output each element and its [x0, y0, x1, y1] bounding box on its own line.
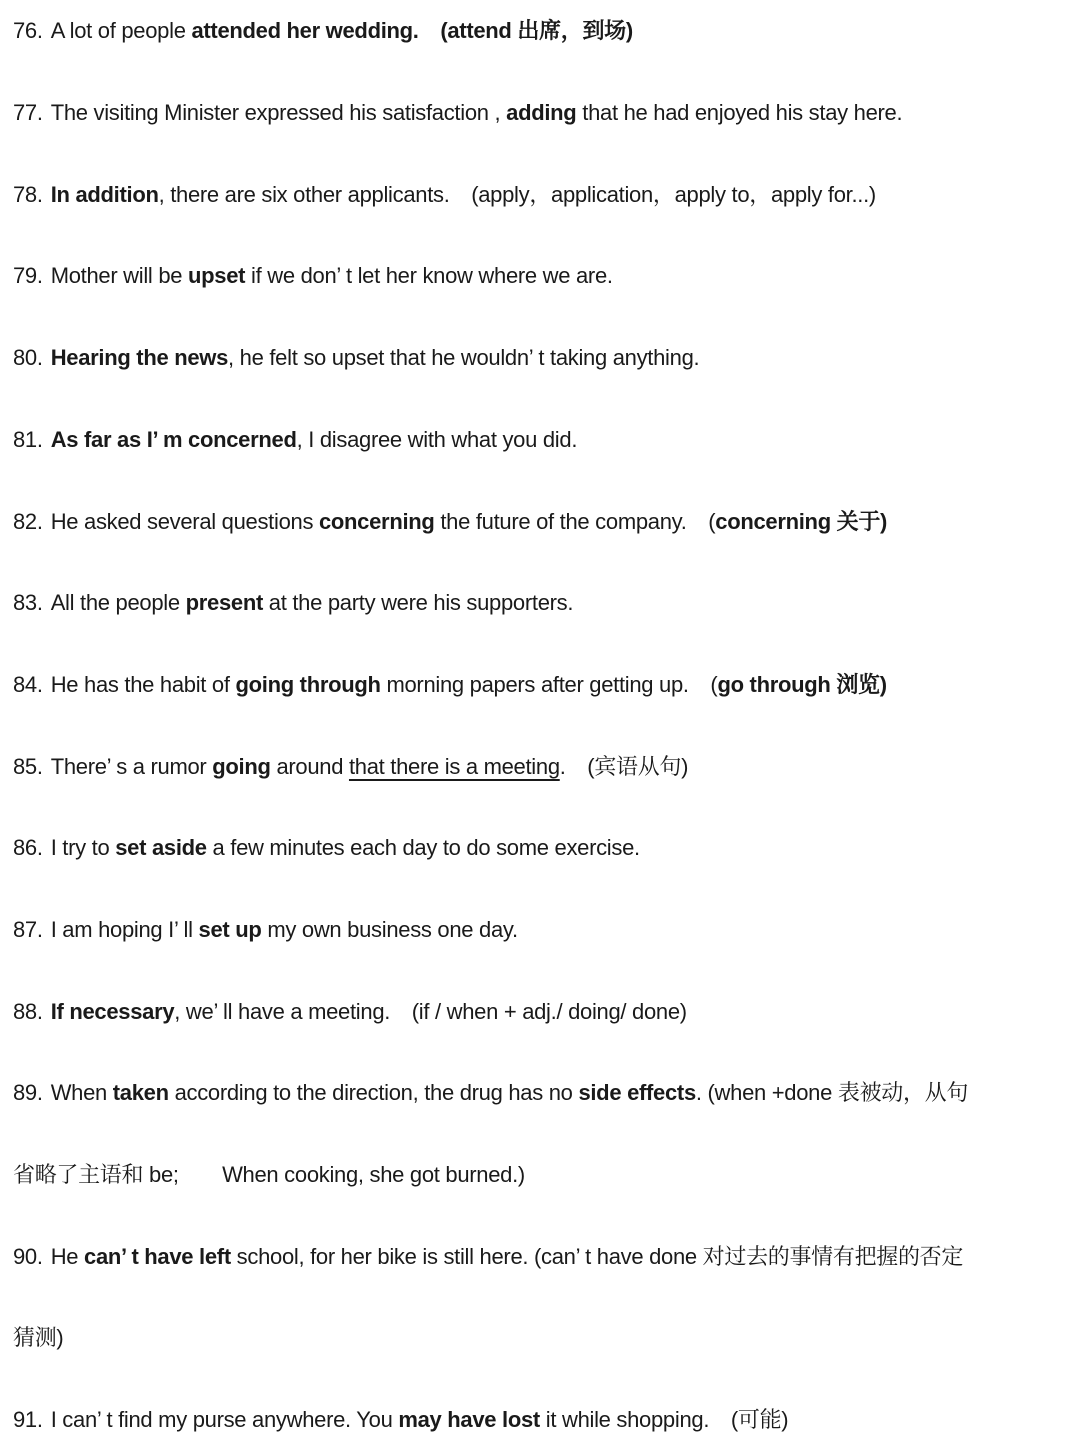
sentence-item [13, 507, 887, 537]
sentence-item [13, 343, 699, 373]
sentence-text: A lot of people [50, 18, 192, 43]
key-phrase: set aside [115, 835, 207, 860]
sentence-text: He has the habit of [50, 672, 236, 697]
sentence-item [13, 425, 577, 455]
sentence-text: according to the direction, the drug has no [168, 1080, 579, 1105]
sentence-text: if we don’ t let her know where we are. [245, 263, 613, 288]
item-number: 86. [13, 835, 43, 860]
sentence-item [13, 261, 613, 291]
key-phrase: may have lost [398, 1407, 540, 1432]
sentence-item [13, 588, 573, 618]
key-phrase: going [212, 754, 271, 779]
sentence-text: school, for her bike is still here. (can’ t have done 对过去的事情有把握的否定 [230, 1244, 964, 1269]
key-phrase: go through 浏览) [717, 672, 887, 697]
sentence-item [13, 16, 633, 46]
key-phrase: side effects [578, 1080, 696, 1105]
sentence-text: that he had enjoyed his stay here. [576, 100, 903, 125]
key-phrase: Hearing the news [50, 345, 229, 370]
sentence-item [13, 1078, 968, 1108]
sentence-text: morning papers after getting up. ( [380, 672, 718, 697]
sentence-item [13, 670, 887, 700]
sentence-continuation [13, 1160, 525, 1190]
item-number: 91. [13, 1407, 43, 1432]
sentence-text: 猜测) [13, 1325, 64, 1350]
item-number: 81. [13, 427, 43, 452]
key-phrase: concerning [318, 509, 435, 534]
item-number: 90. [13, 1244, 43, 1269]
sentence-text: When [50, 1080, 113, 1105]
key-phrase: adding [506, 100, 577, 125]
sentence-item [13, 98, 902, 128]
item-number: 77. [13, 100, 43, 125]
key-phrase: If necessary [50, 999, 175, 1024]
key-phrase: upset [188, 263, 246, 288]
item-number: 78. [13, 182, 43, 207]
key-phrase: In addition [50, 182, 159, 207]
sentence-item [13, 915, 518, 945]
key-phrase: can’ t have left [84, 1244, 231, 1269]
underlined-clause: that there is a meeting [348, 754, 560, 779]
sentence-text: around [270, 754, 349, 779]
sentence-text: The visiting Minister expressed his satisfaction , [50, 100, 507, 125]
item-number: 88. [13, 999, 43, 1024]
sentence-text: He [50, 1244, 85, 1269]
sentence-item [13, 833, 640, 863]
sentence-item [13, 997, 687, 1027]
key-phrase: attended her wedding. [191, 18, 419, 43]
sentence-item [13, 1405, 788, 1435]
item-number: 79. [13, 263, 43, 288]
sentence-text: . (宾语从句) [559, 754, 689, 779]
item-number: 85. [13, 754, 43, 779]
sentence-text: I try to [50, 835, 116, 860]
sentence-text: All the people [50, 590, 186, 615]
sentence-text: it while shopping. (可能) [539, 1407, 789, 1432]
sentence-text: the future of the company. ( [434, 509, 716, 534]
sentence-text: There’ s a rumor [50, 754, 213, 779]
key-phrase: going through [235, 672, 381, 697]
key-phrase: set up [198, 917, 262, 942]
sentence-item [13, 752, 688, 782]
sentence-text: my own business one day. [261, 917, 518, 942]
sentence-text: , he felt so upset that he wouldn’ t taking anything. [228, 345, 700, 370]
item-number: 82. [13, 509, 43, 534]
sentence-text: 省略了主语和 be; When cooking, she got burned.) [13, 1162, 525, 1187]
item-number: 87. [13, 917, 43, 942]
sentence-text: I can’ t find my purse anywhere. You [50, 1407, 399, 1432]
sentence-continuation [13, 1323, 63, 1353]
sentence-text: , I disagree with what you did. [296, 427, 578, 452]
key-phrase: concerning 关于) [715, 509, 888, 534]
item-number: 83. [13, 590, 43, 615]
sentence-text: Mother will be [50, 263, 189, 288]
key-phrase: (attend 出席，到场) [418, 18, 633, 43]
item-number: 84. [13, 672, 43, 697]
key-phrase: As far as I’ m concerned [50, 427, 297, 452]
sentence-text: a few minutes each day to do some exercise. [206, 835, 640, 860]
sentence-text: , there are six other applicants. (apply，application，apply to，apply for...) [158, 182, 876, 207]
sentence-item [13, 1242, 963, 1272]
sentence-text: , we’ ll have a meeting. (if / when + adj./ doing/ done) [174, 999, 687, 1024]
key-phrase: taken [112, 1080, 169, 1105]
sentence-text: . (when +done 表被动，从句 [695, 1080, 969, 1105]
sentence-text: I am hoping I’ ll [50, 917, 199, 942]
item-number: 89. [13, 1080, 43, 1105]
item-number: 76. [13, 18, 43, 43]
sentence-text: He asked several questions [50, 509, 319, 534]
sentence-item [13, 180, 876, 210]
sentence-text: at the party were his supporters. [263, 590, 574, 615]
key-phrase: present [185, 590, 263, 615]
item-number: 80. [13, 345, 43, 370]
